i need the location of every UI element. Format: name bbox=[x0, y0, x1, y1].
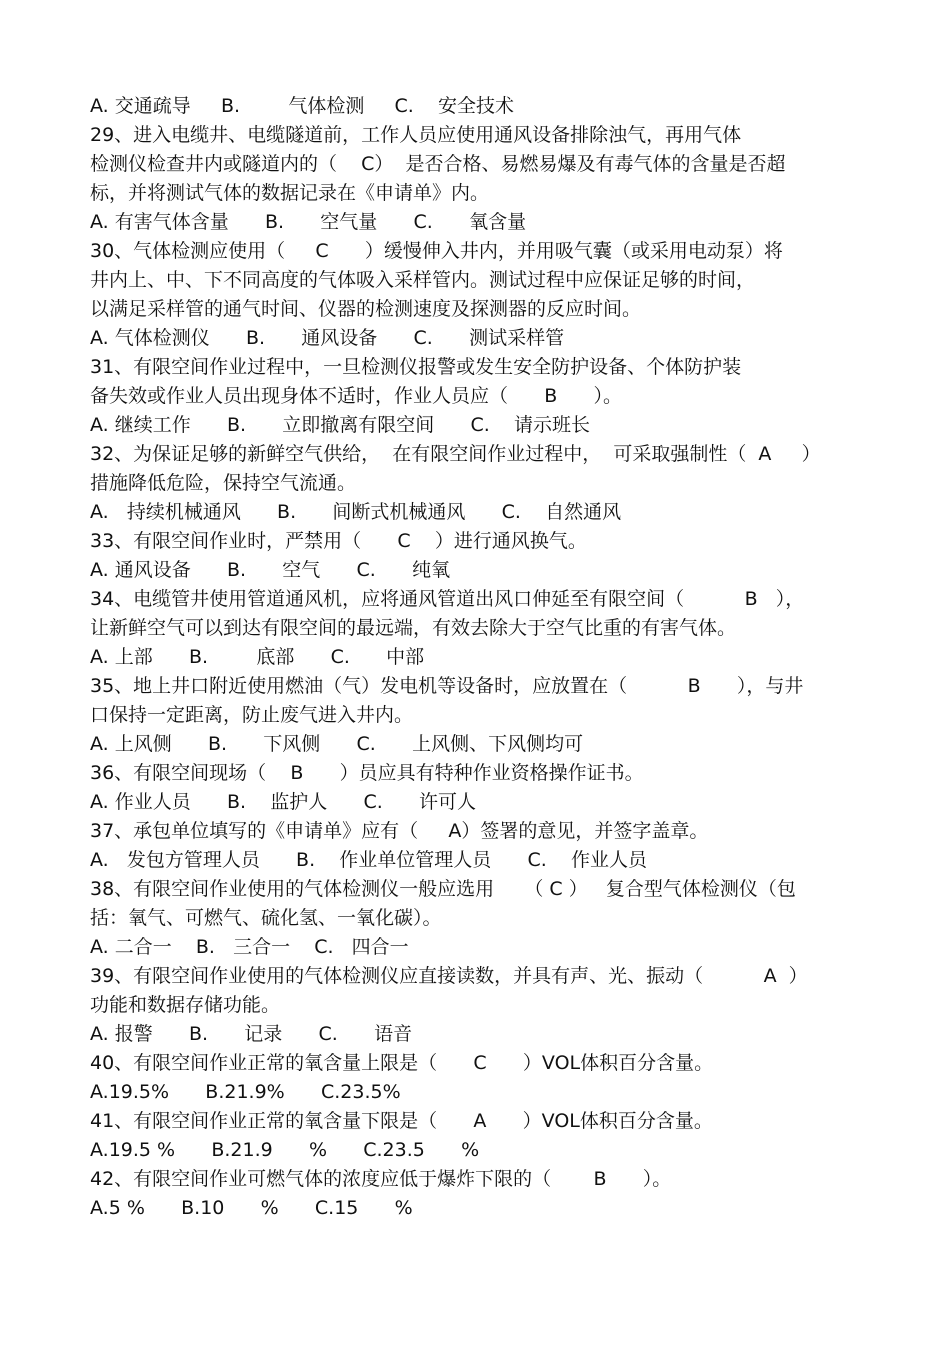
text-line: A. 二合一 B. 三合一 C. 四合一 bbox=[90, 936, 409, 958]
text-line: A. 发包方管理人员 B. 作业单位管理人员 C. 作业人员 bbox=[90, 849, 647, 871]
text-line: 备失效或作业人员出现身体不适时，作业人员应（ B ）。 bbox=[90, 385, 623, 407]
text-line: A. 交通疏导 B. 气体检测 C. 安全技术 bbox=[90, 95, 514, 117]
text-line: A. 报警 B. 记录 C. 语音 bbox=[90, 1023, 413, 1045]
text-line: 35、地上井口附近使用燃油（气）发电机等设备时，应放置在（ B ），与井 bbox=[90, 675, 804, 697]
text-line: 34、电缆管井使用管道通风机，应将通风管道出风口伸延至有限空间（ B ）， bbox=[90, 588, 805, 610]
text-line: 井内上、中、下不同高度的气体吸入采样管内。测试过程中应保证足够的时间， bbox=[90, 269, 756, 291]
text-line: 42、有限空间作业可燃气体的浓度应低于爆炸下限的（ B ）。 bbox=[90, 1168, 672, 1190]
text-line: A. 继续工作 B. 立即撤离有限空间 C. 请示班长 bbox=[90, 414, 590, 436]
text-line: 32、为保证足够的新鲜空气供给， 在有限空间作业过程中， 可采取强制性（ A ） bbox=[90, 443, 821, 465]
question-list bbox=[90, 92, 870, 1223]
text-line: 41、有限空间作业正常的氧含量下限是（ A ）VOL体积百分含量。 bbox=[90, 1110, 713, 1132]
text-line: 30、气体检测应使用（ C ）缓慢伸入井内，并用吸气囊（或采用电动泵）将 bbox=[90, 240, 783, 262]
text-line: 让新鲜空气可以到达有限空间的最远端，有效去除大于空气比重的有害气体。 bbox=[90, 617, 737, 639]
text-line: 37、承包单位填写的《申请单》应有（ A）签署的意见，并签字盖章。 bbox=[90, 820, 709, 842]
text-line: 40、有限空间作业正常的氧含量上限是（ C ）VOL体积百分含量。 bbox=[90, 1052, 714, 1074]
text-line: 36、有限空间现场（ B ）员应具有特种作业资格操作证书。 bbox=[90, 762, 644, 784]
text-line: 标，并将测试气体的数据记录在《申请单》内。 bbox=[90, 182, 490, 204]
text-line: 31、有限空间作业过程中，一旦检测仪报警或发生安全防护设备、个体防护装 bbox=[90, 356, 742, 378]
text-line: 功能和数据存储功能。 bbox=[90, 994, 281, 1016]
text-line: 39、有限空间作业使用的气体检测仪应直接读数，并具有声、光、振动（ A ） bbox=[90, 965, 808, 987]
text-line: 括：氧气、可燃气、硫化氢、一氧化碳）。 bbox=[90, 907, 442, 929]
text-line: A. 上部 B. 底部 C. 中部 bbox=[90, 646, 425, 668]
text-line: 措施降低危险，保持空气流通。 bbox=[90, 472, 357, 494]
text-line: A. 通风设备 B. 空气 C. 纯氧 bbox=[90, 559, 451, 581]
text-line: A.5 % B.10 % C.15 % bbox=[90, 1197, 413, 1219]
text-line: 33、有限空间作业时，严禁用（ C ）进行通风换气。 bbox=[90, 530, 587, 552]
text-line: A.19.5 % B.21.9 % C.23.5 % bbox=[90, 1139, 480, 1161]
text-line: A. 持续机械通风 B. 间断式机械通风 C. 自然通风 bbox=[90, 501, 622, 523]
text-line: A. 气体检测仪 B. 通风设备 C. 测试采样管 bbox=[90, 327, 565, 349]
text-line: A. 上风侧 B. 下风侧 C. 上风侧、下风侧均可 bbox=[90, 733, 584, 755]
text-line: 口保持一定距离，防止废气进入井内。 bbox=[90, 704, 414, 726]
text-line: 检测仪检查井内或隧道内的（ C） 是否合格、易燃易爆及有毒气体的含量是否超 bbox=[90, 153, 786, 175]
text-line: A.19.5% B.21.9% C.23.5% bbox=[90, 1081, 401, 1103]
text-line: 29、进入电缆井、电缆隧道前，工作人员应使用通风设备排除浊气，再用气体 bbox=[90, 124, 742, 146]
text-line: A. 有害气体含量 B. 空气量 C. 氧含量 bbox=[90, 211, 527, 233]
text-line: 38、有限空间作业使用的气体检测仪一般应选用 （ C ） 复合型气体检测仪（包 bbox=[90, 878, 796, 900]
text-line: A. 作业人员 B. 监护人 C. 许可人 bbox=[90, 791, 476, 813]
text-line: 以满足采样管的通气时间、仪器的检测速度及探测器的反应时间。 bbox=[90, 298, 642, 320]
